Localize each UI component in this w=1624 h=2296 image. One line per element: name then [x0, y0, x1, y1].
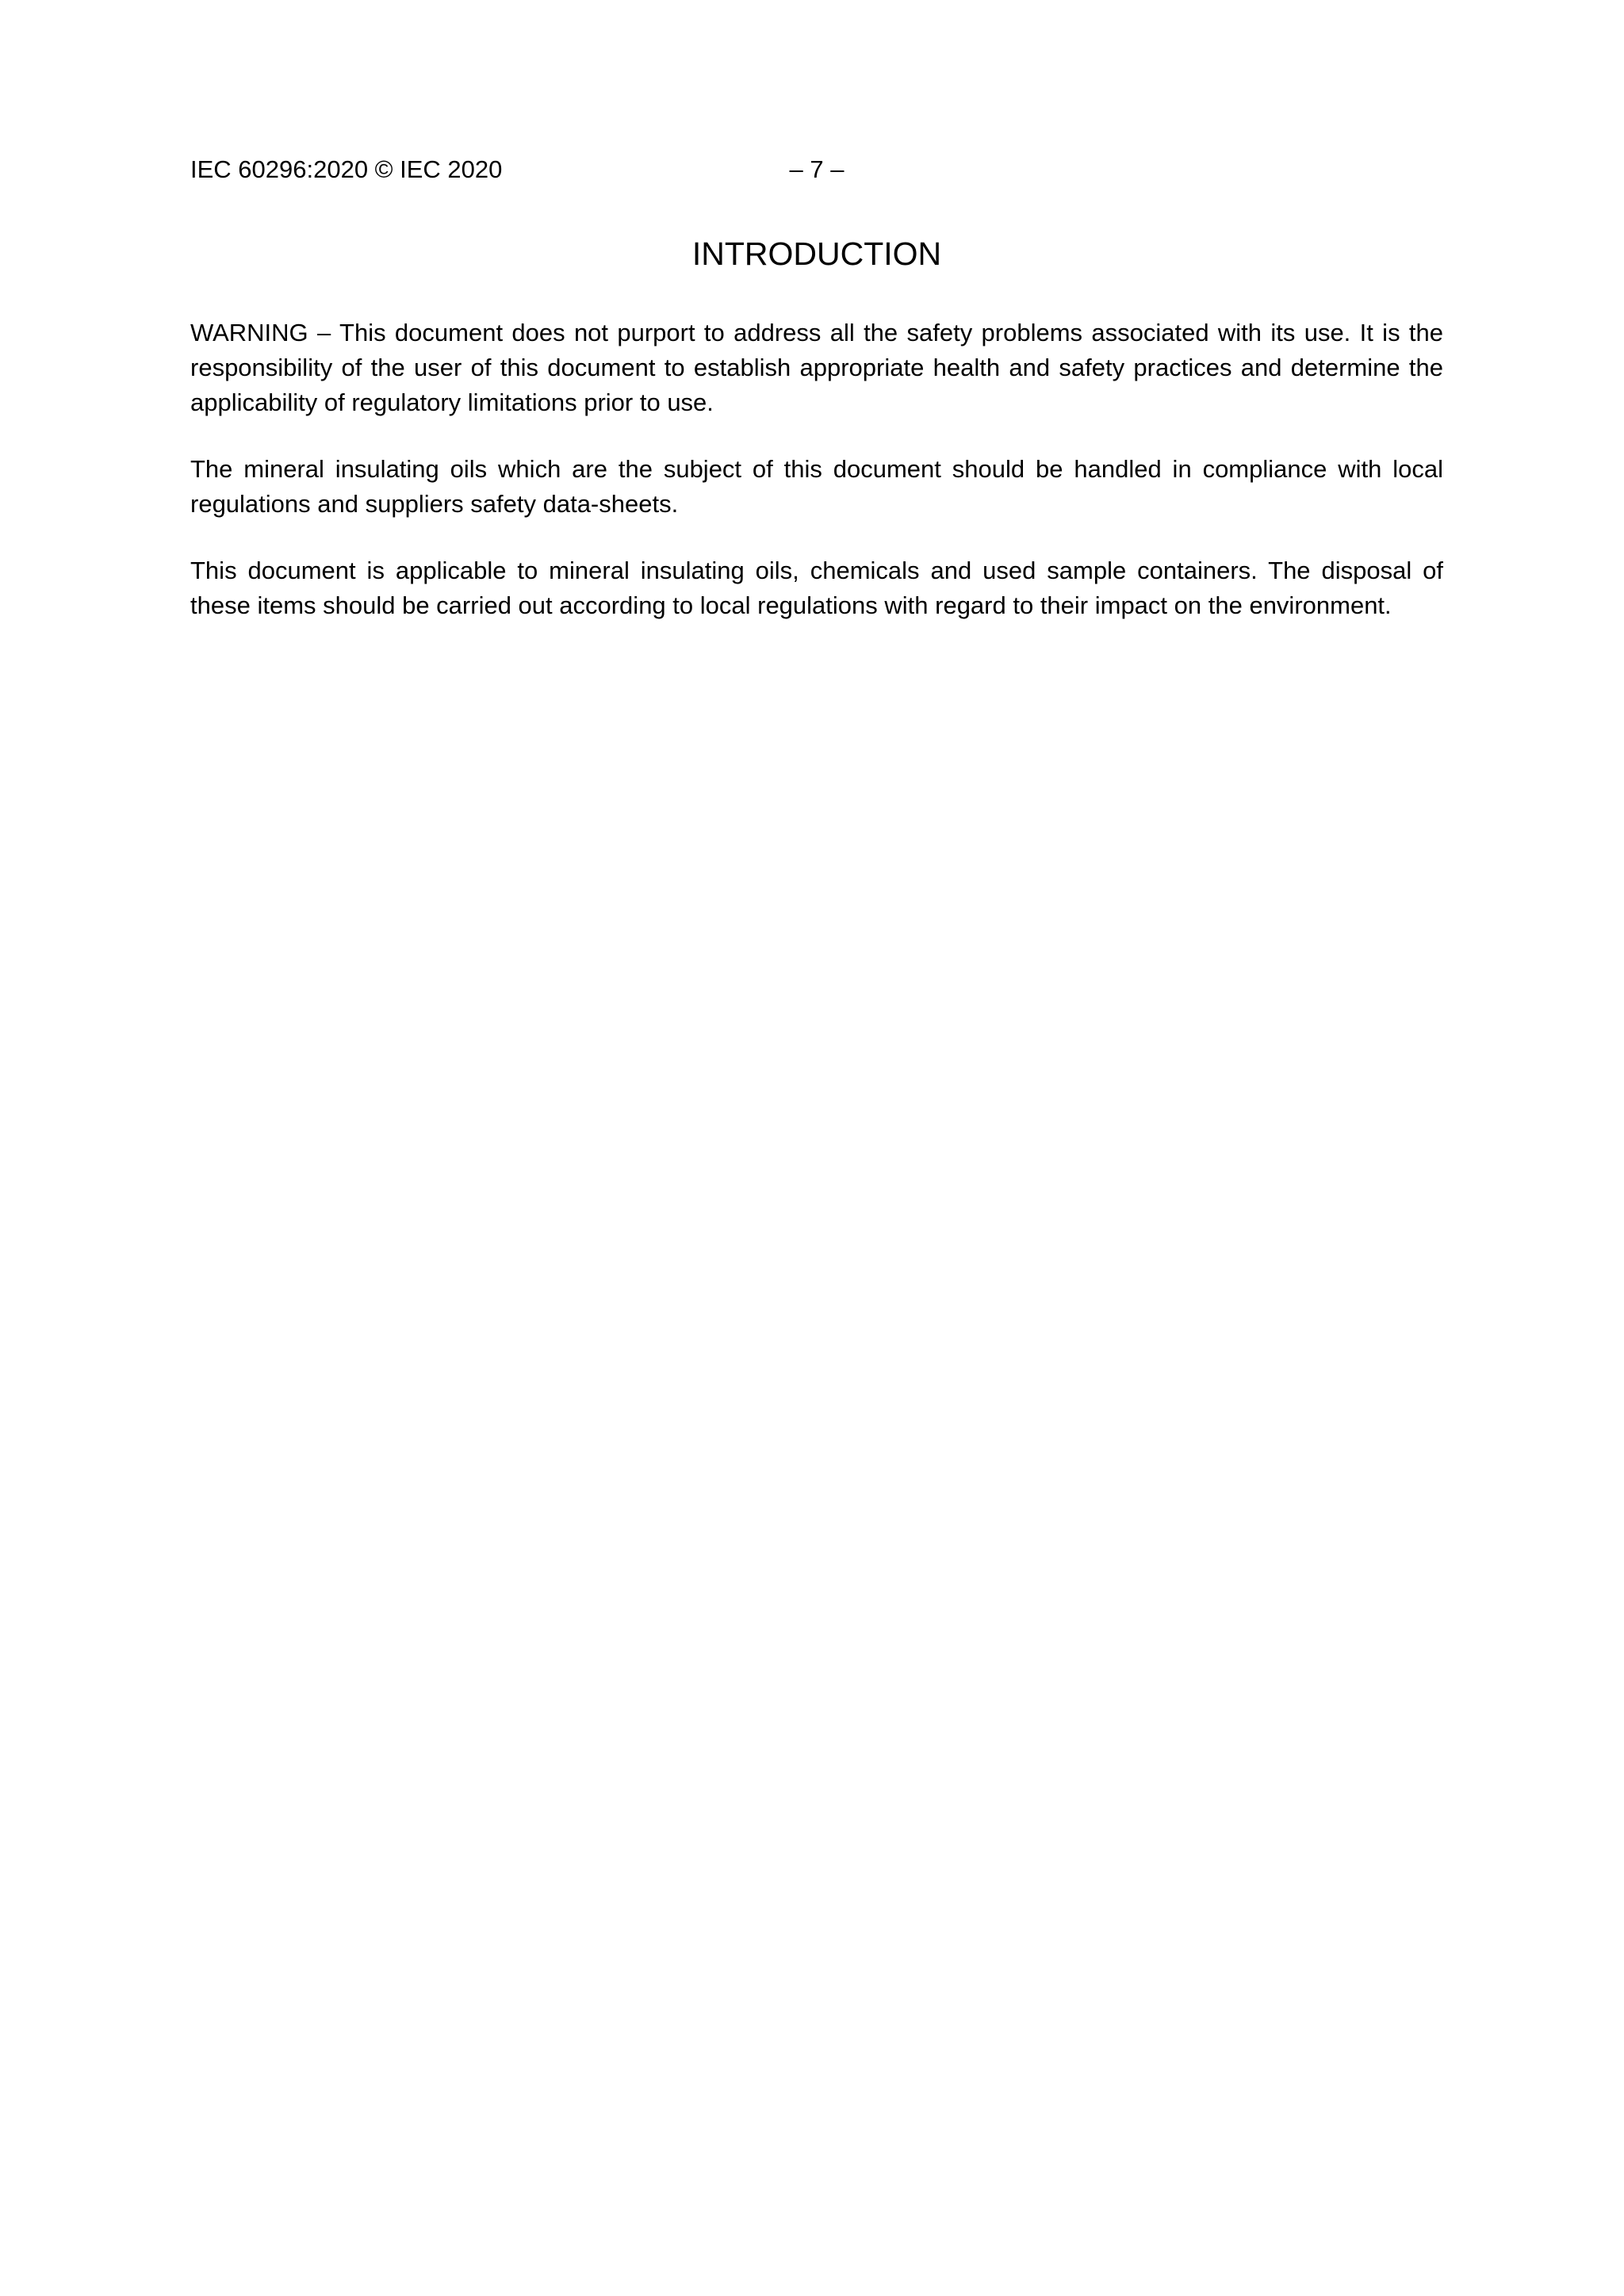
page-number: – 7 –	[789, 155, 845, 183]
section-title: INTRODUCTION	[691, 235, 942, 272]
paragraph-disposal: This document is applicable to mineral insulating oils, chemicals and used sample containers. The disposal of these items should be carried out according to local regulations with regard to their impact on the environment.	[190, 557, 1443, 619]
document-reference: IEC 60296:2020 © IEC 2020	[190, 155, 503, 183]
paragraph-warning: WARNING – This document does not purport to address all the safety problems associated with its use. It is the responsibility of the user of this document to establish appropriate health and safety practices and determine the applicability of regulatory limitations prior to use.	[190, 319, 1443, 416]
page-header	[190, 155, 1443, 184]
paragraph-handling: The mineral insulating oils which are the subject of this document should be handled in compliance with local regulations and suppliers safety data-sheets.	[190, 455, 1443, 518]
introduction-body	[190, 316, 1443, 623]
